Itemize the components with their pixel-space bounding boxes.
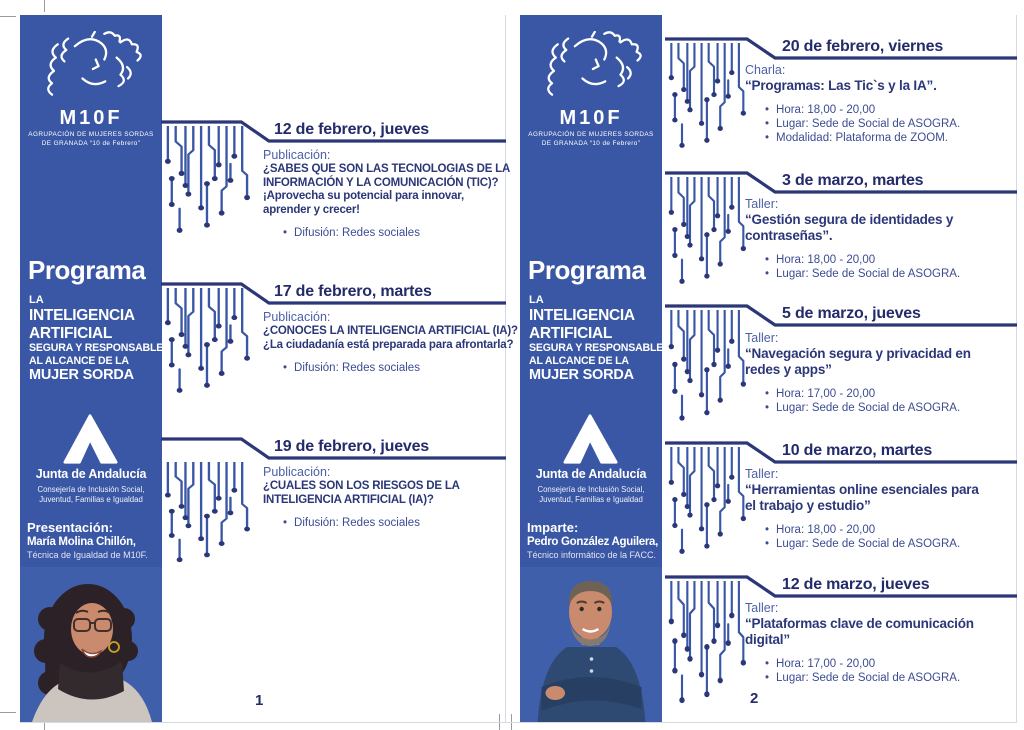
event-bullets [263, 361, 523, 375]
event-bullet: • Difusión: Redes sociales [283, 361, 523, 375]
m10f-caption: AGRUPACIÓN DE MUJERES SORDAS [528, 131, 654, 138]
subtitle-line: MUJER SORDA [29, 367, 134, 384]
event-title-line: “Programas: Las Tic`s y la IA”. [745, 78, 937, 93]
event-extra-line: ¡Aprovecha su potencial para innovar, [263, 190, 464, 202]
m10f-logo-icon [538, 31, 644, 107]
m10f-logo-text: M10F [59, 107, 123, 129]
crop-mark [0, 712, 16, 713]
event-kind: Taller: [745, 197, 779, 211]
event-bullet: • Modalidad: Plataforma de ZOOM. [765, 131, 1005, 145]
event-title-line: “Herramientas online esenciales para [745, 482, 979, 497]
page-edge [20, 722, 1017, 723]
event-kind: Publicación: [263, 310, 331, 324]
event-title-line: ¿SABES QUE SON LAS TECNOLOGIAS DE LA [263, 163, 511, 175]
event-bullet: • Hora: 18,00 - 20,00 [765, 103, 1005, 117]
event-bullets [745, 253, 1005, 281]
m10f-logo-text: M10F [559, 107, 623, 129]
event-date: 10 de marzo, martes [782, 442, 933, 459]
circuit-decoration [666, 581, 746, 709]
event-kind: Taller: [745, 601, 779, 615]
circuit-decoration [162, 462, 250, 567]
subtitle-line: ARTIFICIAL [529, 324, 613, 342]
page2-sidebar [520, 15, 662, 722]
event-extra-line: aprender y crecer! [263, 203, 360, 216]
page-number: 2 [750, 690, 759, 707]
subtitle-line: AL ALCANCE DE LA [29, 354, 129, 367]
event-date: 3 de marzo, martes [782, 172, 924, 189]
event-title-line: el trabajo y estudio” [745, 498, 871, 513]
program-title: Programa [28, 255, 146, 285]
event-bullet: • Lugar: Sede de Social de ASOGRA. [765, 671, 1005, 685]
event-bullet: • Hora: 17,00 - 20,00 [765, 657, 1005, 671]
event-bullets [263, 226, 523, 240]
junta-dept: Juventud, Familias e Igualdad [39, 495, 143, 504]
subtitle-line: SEGURA Y RESPONSABLE [29, 342, 164, 354]
program-title: Programa [528, 255, 646, 285]
event-bullet: • Lugar: Sede de Social de ASOGRA. [765, 117, 1005, 131]
m10f-caption: AGRUPACIÓN DE MUJERES SORDAS [28, 131, 154, 138]
event-title-line: INFORMACIÓN Y LA COMUNICACIÓN (TIC)? [263, 176, 499, 189]
event-title-line: “Navegación segura y privacidad en [745, 346, 971, 361]
program-subtitle [29, 295, 163, 383]
presenter-role: Técnico informático de la FACC. [527, 550, 657, 560]
event-bullets [263, 516, 523, 530]
event-block [745, 331, 1005, 415]
event-kind: Taller: [745, 467, 779, 481]
event-bullets [745, 103, 1005, 145]
subtitle-line: LA [529, 294, 544, 306]
event-bullets [745, 657, 1005, 685]
event-date: 5 de marzo, jueves [782, 305, 921, 322]
event-block [263, 310, 523, 375]
junta-name: Junta de Andalucía [535, 467, 647, 481]
subtitle-line: MUJER SORDA [529, 367, 634, 384]
junta-logo-icon [563, 413, 619, 465]
event-bullets [745, 387, 1005, 415]
subtitle-line: AL ALCANCE DE LA [529, 354, 629, 367]
crop-mark [44, 0, 45, 12]
event-title-line: ¿CONOCES LA INTELIGENCIA ARTIFICIAL (IA)? [263, 325, 518, 337]
event-title-line: digital” [745, 632, 790, 647]
presenter-photo [20, 567, 162, 722]
event-bullet: • Hora: 17,00 - 20,00 [765, 387, 1005, 401]
page-edge [1016, 15, 1017, 722]
presenter-label: Presentación: [27, 520, 113, 535]
event-title-line: ¿La ciudadanía está preparada para afrontarla? [263, 338, 514, 351]
event-title-line: contraseñas”. [745, 228, 833, 243]
event-block [745, 63, 1005, 145]
event-title-line: “Plataformas clave de comunicación [745, 616, 974, 631]
event-bullet: • Hora: 18,00 - 20,00 [765, 253, 1005, 267]
event-bullet: • Hora: 18,00 - 20,00 [765, 523, 1005, 537]
event-date: 20 de febrero, viernes [782, 38, 944, 55]
presenter-label: Imparte: [527, 520, 579, 535]
page-number: 1 [255, 692, 264, 709]
m10f-logo-icon [38, 31, 144, 107]
junta-logo-icon [63, 413, 119, 465]
event-bullets [745, 523, 1005, 551]
event-date: 17 de febrero, martes [274, 283, 432, 300]
event-kind: Publicación: [263, 148, 331, 162]
m10f-caption: DE GRANADA “10 de Febrero” [541, 140, 641, 147]
subtitle-line: INTELIGENCIA [29, 307, 135, 324]
subtitle-line: LA [29, 294, 44, 306]
subtitle-line: INTELIGENCIA [529, 307, 635, 324]
event-date: 12 de marzo, jueves [782, 576, 930, 593]
event-bullet: • Lugar: Sede de Social de ASOGRA. [765, 401, 1005, 415]
subtitle-line: ARTIFICIAL [29, 324, 113, 342]
presenter-photo [520, 567, 662, 722]
junta-dept: Juventud, Familias e Igualdad [539, 495, 643, 504]
crop-mark [0, 16, 16, 17]
event-title-line: “Gestión segura de identidades y [745, 212, 954, 227]
event-kind: Taller: [745, 331, 779, 345]
event-bullet: • Difusión: Redes sociales [283, 516, 523, 530]
event-block [745, 467, 1005, 551]
event-title-line: ¿CUALES SON LOS RIESGOS DE LA [263, 480, 460, 492]
event-kind: Charla: [745, 63, 786, 77]
page1-sidebar [20, 15, 162, 722]
event-block [263, 465, 523, 530]
event-bullet: • Lugar: Sede de Social de ASOGRA. [765, 537, 1005, 551]
event-title-line: redes y apps” [745, 362, 832, 377]
m10f-caption: DE GRANADA “10 de Febrero” [41, 140, 141, 147]
program-subtitle [529, 295, 663, 383]
event-bullet: • Difusión: Redes sociales [283, 226, 523, 240]
event-date: 19 de febrero, jueves [274, 438, 429, 455]
presenter-role: Técnica de Igualdad de M10F. [27, 550, 148, 560]
presenter-name: María Molina Chillón, [27, 536, 136, 548]
junta-dept: Consejería de Inclusión Social, [37, 485, 145, 494]
junta-dept: Consejería de Inclusión Social, [537, 485, 645, 494]
event-kind: Publicación: [263, 465, 331, 479]
event-bullet: • Lugar: Sede de Social de ASOGRA. [765, 267, 1005, 281]
subtitle-line: SEGURA Y RESPONSABLE [529, 342, 664, 354]
presenter-name: Pedro González Aguilera, [527, 536, 659, 548]
junta-name: Junta de Andalucía [35, 467, 147, 481]
event-date: 12 de febrero, jueves [274, 121, 429, 138]
event-title-line: INTELIGENCIA ARTIFICIAL (IA)? [263, 493, 434, 506]
event-block [745, 601, 1005, 685]
event-block [263, 148, 523, 240]
event-block [745, 197, 1005, 281]
